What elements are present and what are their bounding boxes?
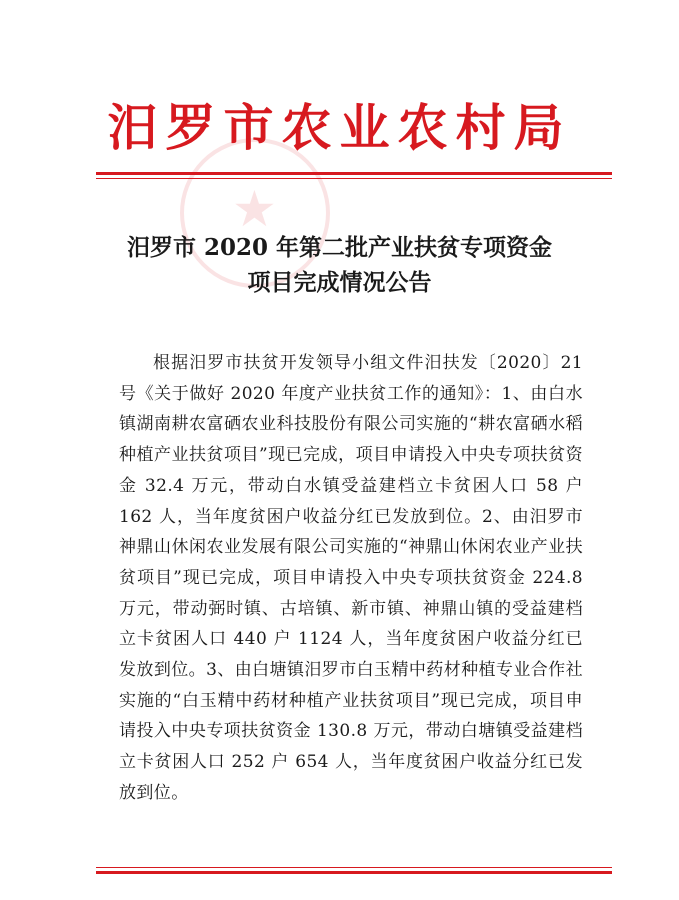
footer-divider-thick <box>96 871 612 874</box>
star-icon: ★ <box>232 180 277 238</box>
faded-seal-stamp <box>180 138 330 288</box>
footer-divider-thin <box>96 867 612 868</box>
header-divider-thin <box>96 178 612 179</box>
body-paragraph: 根据汨罗市扶贫开发领导小组文件汨扶发〔2020〕21 号《关于做好 2020 年度产业扶贫工作的通知》：1、由白水镇湖南耕农富硒农业科技股份有限公司实施的“耕农富硒水稻种植产业扶贫项目”现已完成，项目申请投入中央专项扶贫资金 32.4 万元，带动白水镇受益建档立卡贫困人口 58 户 162 人，当年度贫困户收益分红已发放到位。2、由汨罗市神鼎山休闲农业发展有限公司实施的“神鼎山休闲农业产业扶贫项目”现已完成，项目申请投入中央专项扶贫资金 224.8 万元，带动弼时镇、古培镇、新市镇、神鼎山镇的受益建档立卡贫困人口 440 户 1124 人，当年度贫困户收益分红已发放到位。3、由白塘镇汨罗市白玉精中药材种植专业合作社实施的“白玉精中药材种植产业扶贫项目”现已完成，项目申请投入中央专项扶贫资金 130.8 万元，带动白塘镇受益建档立卡贫困人口 252 户 654 人，当年度贫困户收益分红已发放到位。 <box>119 353 583 803</box>
document-title-line-1: 汨罗市 2020 年第二批产业扶贫专项资金 <box>126 234 553 261</box>
header-divider-thick <box>96 172 612 175</box>
document-title-line-2: 项目完成情况公告 <box>247 269 432 296</box>
issuing-authority-header: 汨罗市农业农村局 <box>107 98 572 157</box>
